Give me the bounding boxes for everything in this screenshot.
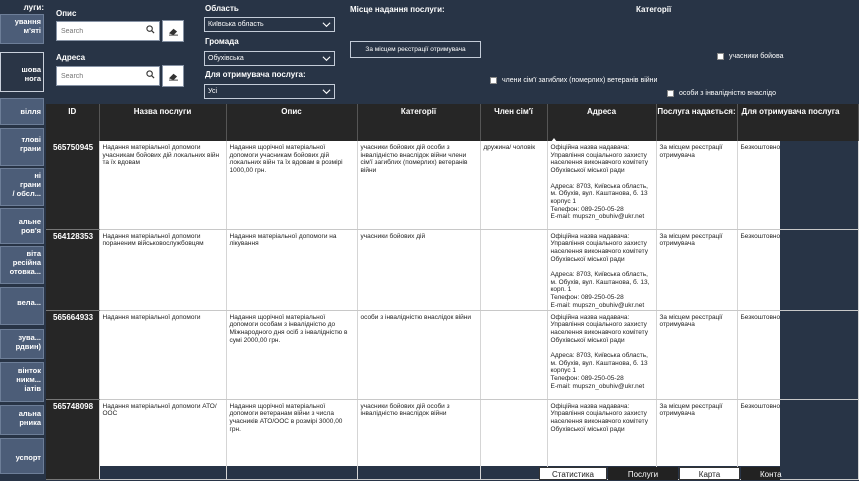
adresa-label: Адреса [56,53,86,62]
recipient-select-value: Усі [208,88,218,95]
cell-address: Офіційна назва надавача: Управління соціального захисту населення виконавчого комітету Обухівської міської ради Адреса: 8703, Київська область, м. Обухів, вул. Каштанова, б. 13 корпус 1 Телефон: 089-250-05-28 E-mail: mupszn_obuhiv@ukr.net [547,141,656,229]
cell-id: 564128353 [46,229,99,310]
adresa-search-box [56,66,160,86]
table-header-row [46,104,858,141]
hromada-label: Громада [205,37,239,46]
nav-tab-contacts[interactable]: Конта [741,467,780,480]
recipient-label: Для отримувача послуга: [205,70,306,79]
cell-address: Офіційна назва надавача: Управління соціального захисту населення виконавчого комітету Обухівської міської ради Адреса: 8703, Київська область, м. Обухів, вул. Каштанова, б. 13 корпус 1 Телефон: 089-250-05-28 E-mail: mupszn_obuhiv@ukr.net [547,310,656,399]
cell-provided: За місцем реєстрації отримувача [656,310,737,399]
sidebar-title: луги: [23,3,44,12]
col-header-provided[interactable]: Послуга надається: [656,104,737,141]
cell-recipient: Безкоштовно [737,399,858,479]
table-row[interactable] [46,310,858,399]
chevron-down-icon [322,54,331,63]
oblast-select[interactable] [204,17,335,32]
adresa-clear-button[interactable] [162,65,184,87]
cell-name: Надання матеріальної допомоги пораненим військовослужбовцям [99,229,226,310]
cell-desc: Надання щорічної матеріальної допомоги ветеранам війни з числа учасників АТО/ООС в розмірі 3000,00 грн. [226,399,357,479]
category-participants-checkbox[interactable] [717,53,724,60]
col-header-recipient[interactable]: Для отримувача послуга [737,104,858,141]
col-header-name[interactable]: Назва послуги [99,104,226,141]
col-header-family[interactable]: Член сім'ї [480,104,547,141]
col-header-desc[interactable]: Опис [226,104,357,141]
cell-family: дружина/ чоловік [480,141,547,229]
opys-label: Опис [56,9,77,18]
category-family[interactable] [490,77,657,84]
opys-search-input[interactable] [57,28,147,35]
category-family-checkbox[interactable] [490,77,497,84]
category-participants[interactable] [717,53,783,60]
sidebar-item-1[interactable]: ування м'яті [0,14,44,44]
col-header-address[interactable]: Адреса [547,104,656,141]
nav-tab-services[interactable]: Послуги [608,467,678,480]
sort-ascending-icon[interactable] [551,138,557,142]
cell-provided: За місцем реєстрації отримувача [656,141,737,229]
hromada-select[interactable] [204,51,335,66]
cell-provided: За місцем реєстрації отримувача [656,229,737,310]
cell-id: 565748098 [46,399,99,479]
sidebar-item-5[interactable]: ні грани / обсл... [0,168,44,206]
cell-desc: Надання щорічної матеріальної допомоги особам з інвалідністю до Міжнародного дня осіб з інвалідністю в сумі 2000,00 грн. [226,310,357,399]
sidebar-item-11[interactable]: альна рника [0,405,44,435]
cell-family [480,229,547,310]
hromada-select-value: Обухівська [208,55,244,62]
cell-name: Надання матеріальної допомоги учасникам бойових дій локальних війн та їх вдовам [99,141,226,229]
eraser-icon [168,27,179,36]
sidebar-item-9[interactable]: зува... рдвин) [0,329,44,359]
sidebar-item-10[interactable]: вінток никм... іатів [0,362,44,402]
cell-desc: Надання щорічної матеріальної допомоги учасникам бойових дій локальних війн та їх вдовам в розмірі 1000,00 грн. [226,141,357,229]
cell-categories: особи з інвалідністю внаслідок війни [357,310,480,399]
table-row[interactable] [46,229,858,310]
oblast-select-value: Київська область [208,21,264,28]
opys-search-box [56,21,160,41]
cell-id: 565750945 [46,141,99,229]
category-disability-checkbox[interactable] [667,90,674,97]
sidebar-item-7[interactable]: віта ресійна отовка... [0,246,44,284]
sidebar-item-material-aid[interactable]: шова нога [0,52,44,92]
cell-address: Офіційна назва надавача: Управління соціального захисту населення виконавчого комітету Обухівської міської ради Адреса: 8703, Київська область, м. Обухів, вул. Каштанова, б. 13, корп. 1 Телефон: 089-250-05-28 E-mail: mupszn_obuhiv@ukr.net [547,229,656,310]
adresa-search-input[interactable] [57,73,147,80]
sidebar-item-3[interactable]: вілля [0,98,44,125]
cell-id: 565664933 [46,310,99,399]
category-disability[interactable] [667,90,776,97]
sidebar-item-12[interactable]: успорт [0,438,44,474]
search-icon[interactable] [146,25,155,34]
cell-categories: учасники бойових дій [357,229,480,310]
sidebar-item-6[interactable]: альне ров'я [0,208,44,244]
col-header-id[interactable]: ID [46,104,99,141]
cell-recipient: Безкоштовно [737,229,858,310]
nav-tab-map[interactable]: Карта [679,467,740,480]
recipient-select[interactable] [204,84,335,99]
cell-address: Офіційна назва надавача: Управління соціального захисту населення виконавчого комітету Обухівської міської ради [547,399,656,479]
cell-desc: Надання матеріальної допомоги на лікування [226,229,357,310]
cell-recipient: Безкоштовно [737,310,858,399]
chevron-down-icon [322,20,331,29]
place-label: Місце надання послуги: [350,5,445,14]
cell-provided: За місцем реєстрації отримувача [656,399,737,479]
sidebar-item-4[interactable]: тлові грани [0,128,44,166]
search-icon[interactable] [146,70,155,79]
category-participants-label: учасники бойова [729,53,784,60]
cell-family [480,399,547,479]
category-family-label: члени сім'ї загиблих (померлих) ветеранів війни [502,77,658,84]
eraser-icon [168,72,179,81]
nav-tab-statistics[interactable]: Статистика [539,467,607,480]
opys-clear-button[interactable] [162,20,184,42]
category-disability-label: особи з інвалідністю внаслідо [679,90,776,97]
table-row[interactable] [46,141,858,229]
cell-name: Надання матеріальної допомоги [99,310,226,399]
cell-name: Надання матеріальної допомоги АТО/ООС [99,399,226,479]
cell-categories: учасники бойових дій особи з інвалідністю внаслідок війни [357,399,480,479]
oblast-label: Область [205,4,239,13]
cell-recipient: Безкоштовно [737,141,858,229]
chevron-down-icon [322,87,331,96]
place-registration-button[interactable]: За місцем реєстрації отримувача [350,41,481,58]
cell-categories: учасники бойових дій особи з інвалідністю внаслідок війни члени сім'ї загиблих (померлих) ветеранів війни [357,141,480,229]
col-header-categories[interactable]: Категорії [357,104,480,141]
cell-family [480,310,547,399]
categories-label: Категорії [636,5,672,14]
sidebar [0,0,46,480]
services-table [46,104,840,466]
sidebar-item-8[interactable]: вела... [0,287,44,325]
